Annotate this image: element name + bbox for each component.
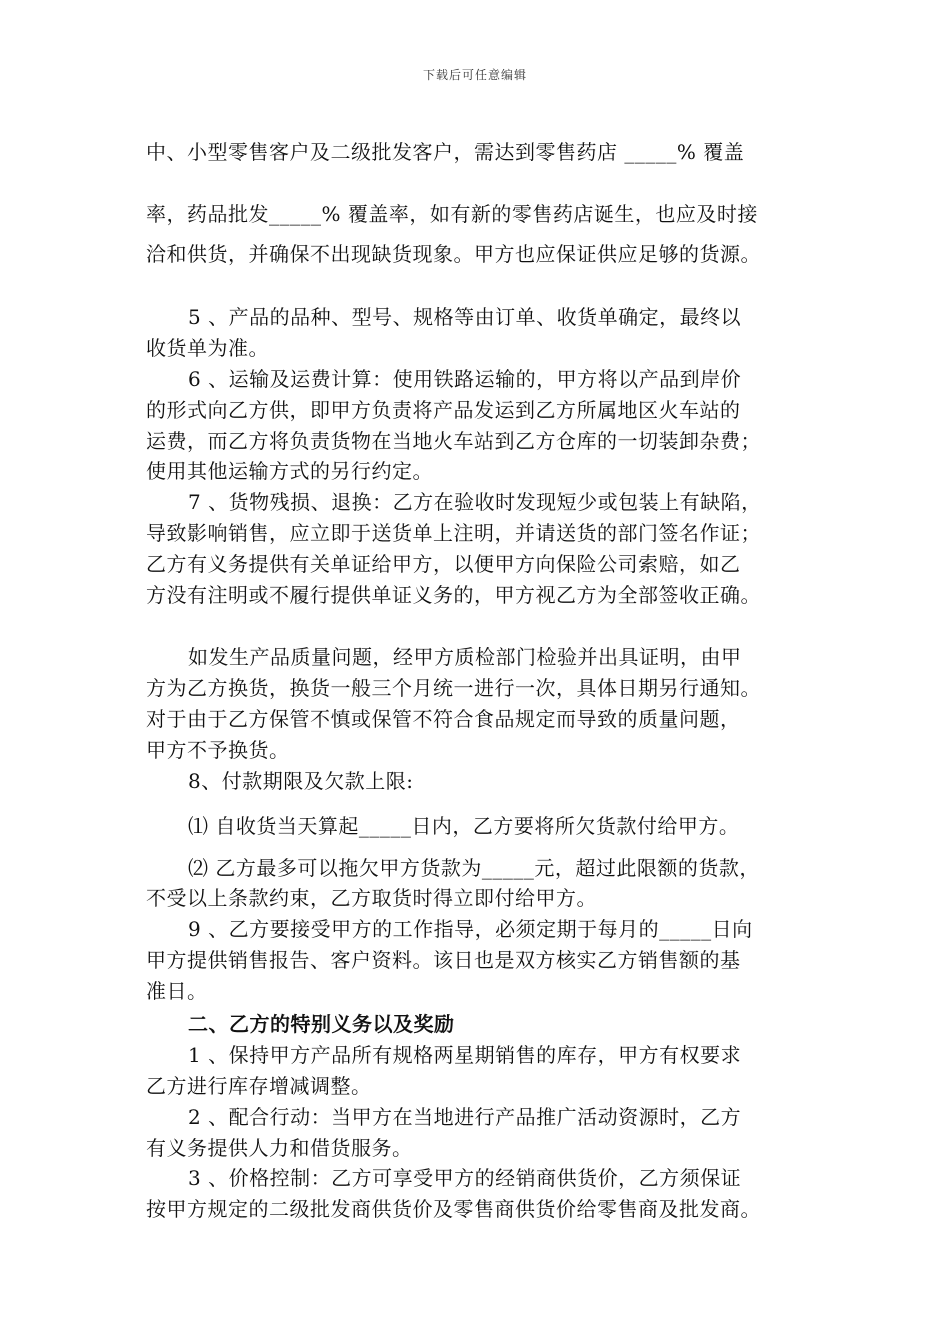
text-line: 乙方进行库存增减调整。 bbox=[146, 1074, 372, 1098]
text-line: 7 、货物残损、退换：乙方在验收时发现短少或包装上有缺陷， bbox=[188, 490, 762, 514]
text-line: 方为乙方换货，换货一般三个月统一进行一次，具体日期另行通知。 bbox=[146, 676, 761, 700]
text-line: 如发生产品质量问题，经甲方质检部门检验并出具证明，由甲 bbox=[188, 645, 742, 669]
text-line: 1 、保持甲方产品所有规格两星期销售的库存，甲方有权要求 bbox=[188, 1043, 742, 1067]
section-heading: 二、乙方的特别义务以及奖励 bbox=[188, 1012, 455, 1036]
text-line: 甲方提供销售报告、客户资料。该日也是双方核实乙方销售额的基 bbox=[146, 948, 741, 972]
text-line: 率，药品批发_____% 覆盖率，如有新的零售药店诞生，也应及时接 bbox=[146, 202, 758, 226]
text-line: 6 、运输及运费计算：使用铁路运输的，甲方将以产品到岸价 bbox=[188, 367, 742, 391]
text-line: 5 、产品的品种、型号、规格等由订单、收货单确定，最终以 bbox=[188, 305, 742, 329]
text-line: 方没有注明或不履行提供单证义务的，甲方视乙方为全部签收正确。 bbox=[146, 583, 761, 607]
text-line: 2 、配合行动：当甲方在当地进行产品推广活动资源时，乙方 bbox=[188, 1105, 742, 1129]
text-line: 准日。 bbox=[146, 979, 208, 1003]
text-line: 乙方有义务提供有关单证给甲方，以便甲方向保险公司索赔，如乙 bbox=[146, 552, 741, 576]
text-line: 9 、乙方要接受甲方的工作指导，必须定期于每月的_____日向 bbox=[188, 917, 753, 941]
text-line: ⑵ 乙方最多可以拖欠甲方货款为_____元，超过此限额的货款， bbox=[188, 856, 760, 880]
text-line: ⑴ 自收货当天算起_____日内，乙方要将所欠货款付给甲方。 bbox=[188, 814, 740, 838]
text-line: 中、小型零售客户及二级批发客户，需达到零售药店 _____% 覆盖 bbox=[146, 140, 745, 164]
text-line: 有义务提供人力和借货服务。 bbox=[146, 1136, 413, 1160]
text-line: 8、付款期限及欠款上限: bbox=[188, 769, 414, 793]
text-line: 使用其他运输方式的另行约定。 bbox=[146, 459, 433, 483]
text-line: 收货单为准。 bbox=[146, 336, 269, 360]
text-line: 按甲方规定的二级批发商供货价及零售商供货价给零售商及批发商。 bbox=[146, 1197, 761, 1221]
text-line: 不受以上条款约束，乙方取货时得立即付给甲方。 bbox=[146, 886, 597, 910]
text-line: 甲方不予换货。 bbox=[146, 738, 290, 762]
text-line: 对于由于乙方保管不慎或保管不符合食品规定而导致的质量问题， bbox=[146, 707, 741, 731]
text-line: 运费，而乙方将负责货物在当地火车站到乙方仓库的一切装卸杂费； bbox=[146, 429, 761, 453]
page-header: 下载后可任意编辑 bbox=[422, 68, 527, 82]
text-line: 导致影响销售，应立即于送货单上注明，并请送货的部门签名作证； bbox=[146, 521, 761, 545]
text-line: 3 、价格控制：乙方可享受甲方的经销商供货价，乙方须保证 bbox=[188, 1166, 742, 1190]
text-line: 洽和供货，并确保不出现缺货现象。甲方也应保证供应足够的货源。 bbox=[146, 242, 761, 266]
text-line: 的形式向乙方供，即甲方负责将产品发运到乙方所属地区火车站的 bbox=[146, 398, 741, 422]
